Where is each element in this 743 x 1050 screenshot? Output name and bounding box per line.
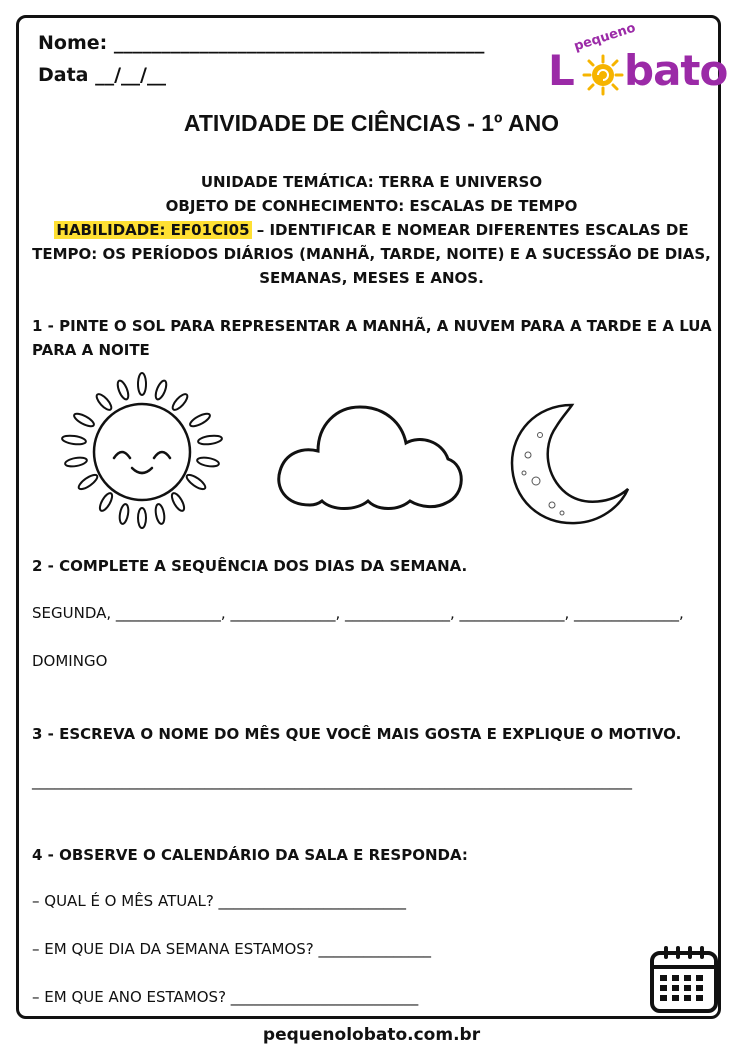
year-question[interactable]: – EM QUE ANO ESTAMOS? _________________________ bbox=[32, 988, 419, 1006]
weekday-sequence[interactable]: SEGUNDA, ______________, ______________, ______________, ______________, ______________, bbox=[32, 604, 684, 622]
moon-icon[interactable] bbox=[500, 385, 640, 530]
logo-small-text: pequeno bbox=[572, 20, 638, 55]
current-month-question[interactable]: – QUAL É O MÊS ATUAL? _________________________ bbox=[32, 892, 407, 910]
answer-line[interactable]: ________________________________________________________________________________ bbox=[32, 772, 632, 790]
name-field[interactable]: Nome: _______________________________________ bbox=[38, 32, 485, 54]
sunday-label: DOMINGO bbox=[32, 652, 108, 670]
logo-letter-l: L bbox=[548, 46, 574, 95]
skill-code: HABILIDADE: EF01CI05 bbox=[56, 221, 250, 239]
footer-url[interactable]: pequenolobato.com.br bbox=[262, 1025, 481, 1045]
cloud-icon[interactable] bbox=[270, 395, 470, 510]
calendar-icon bbox=[648, 945, 720, 1015]
page-title: ATIVIDADE DE CIÊNCIAS - 1º ANO bbox=[183, 110, 560, 136]
question-3: 3 - ESCREVA O NOME DO MÊS QUE VOCÊ MAIS GOSTA E EXPLIQUE O MOTIVO. bbox=[32, 725, 682, 743]
logo-word: bato bbox=[624, 46, 728, 95]
object-line: OBJETO DE CONHECIMENTO: ESCALAS DE TEMPO bbox=[165, 197, 578, 215]
unit-line: UNIDADE TEMÁTICA: TERRA E UNIVERSO bbox=[200, 173, 543, 191]
sun-icon[interactable] bbox=[50, 370, 235, 530]
logo-sun-icon bbox=[582, 54, 624, 96]
question-2: 2 - COMPLETE A SEQUÊNCIA DOS DIAS DA SEMANA. bbox=[32, 557, 468, 575]
date-field[interactable]: Data __/__/__ bbox=[38, 64, 166, 86]
question-1: 1 - PINTE O SOL PARA REPRESENTAR A MANHÃ, A NUVEM PARA A TARDE E A LUA PARA A NOITE bbox=[32, 317, 712, 359]
question-4: 4 - OBSERVE O CALENDÁRIO DA SALA E RESPONDA: bbox=[32, 846, 468, 864]
logo bbox=[548, 20, 728, 106]
weekday-question[interactable]: – EM QUE DIA DA SEMANA ESTAMOS? _______________ bbox=[32, 940, 432, 958]
skill-text: – IDENTIFICAR E NOMEAR DIFERENTES ESCALAS DE TEMPO: OS PERÍODOS DIÁRIOS (MANHÃ, TARDE, NOITE) E A SUCESSÃO DE DIAS, SEMANAS, MESES E ANOS. bbox=[32, 221, 711, 287]
skill-paragraph bbox=[20, 218, 723, 290]
